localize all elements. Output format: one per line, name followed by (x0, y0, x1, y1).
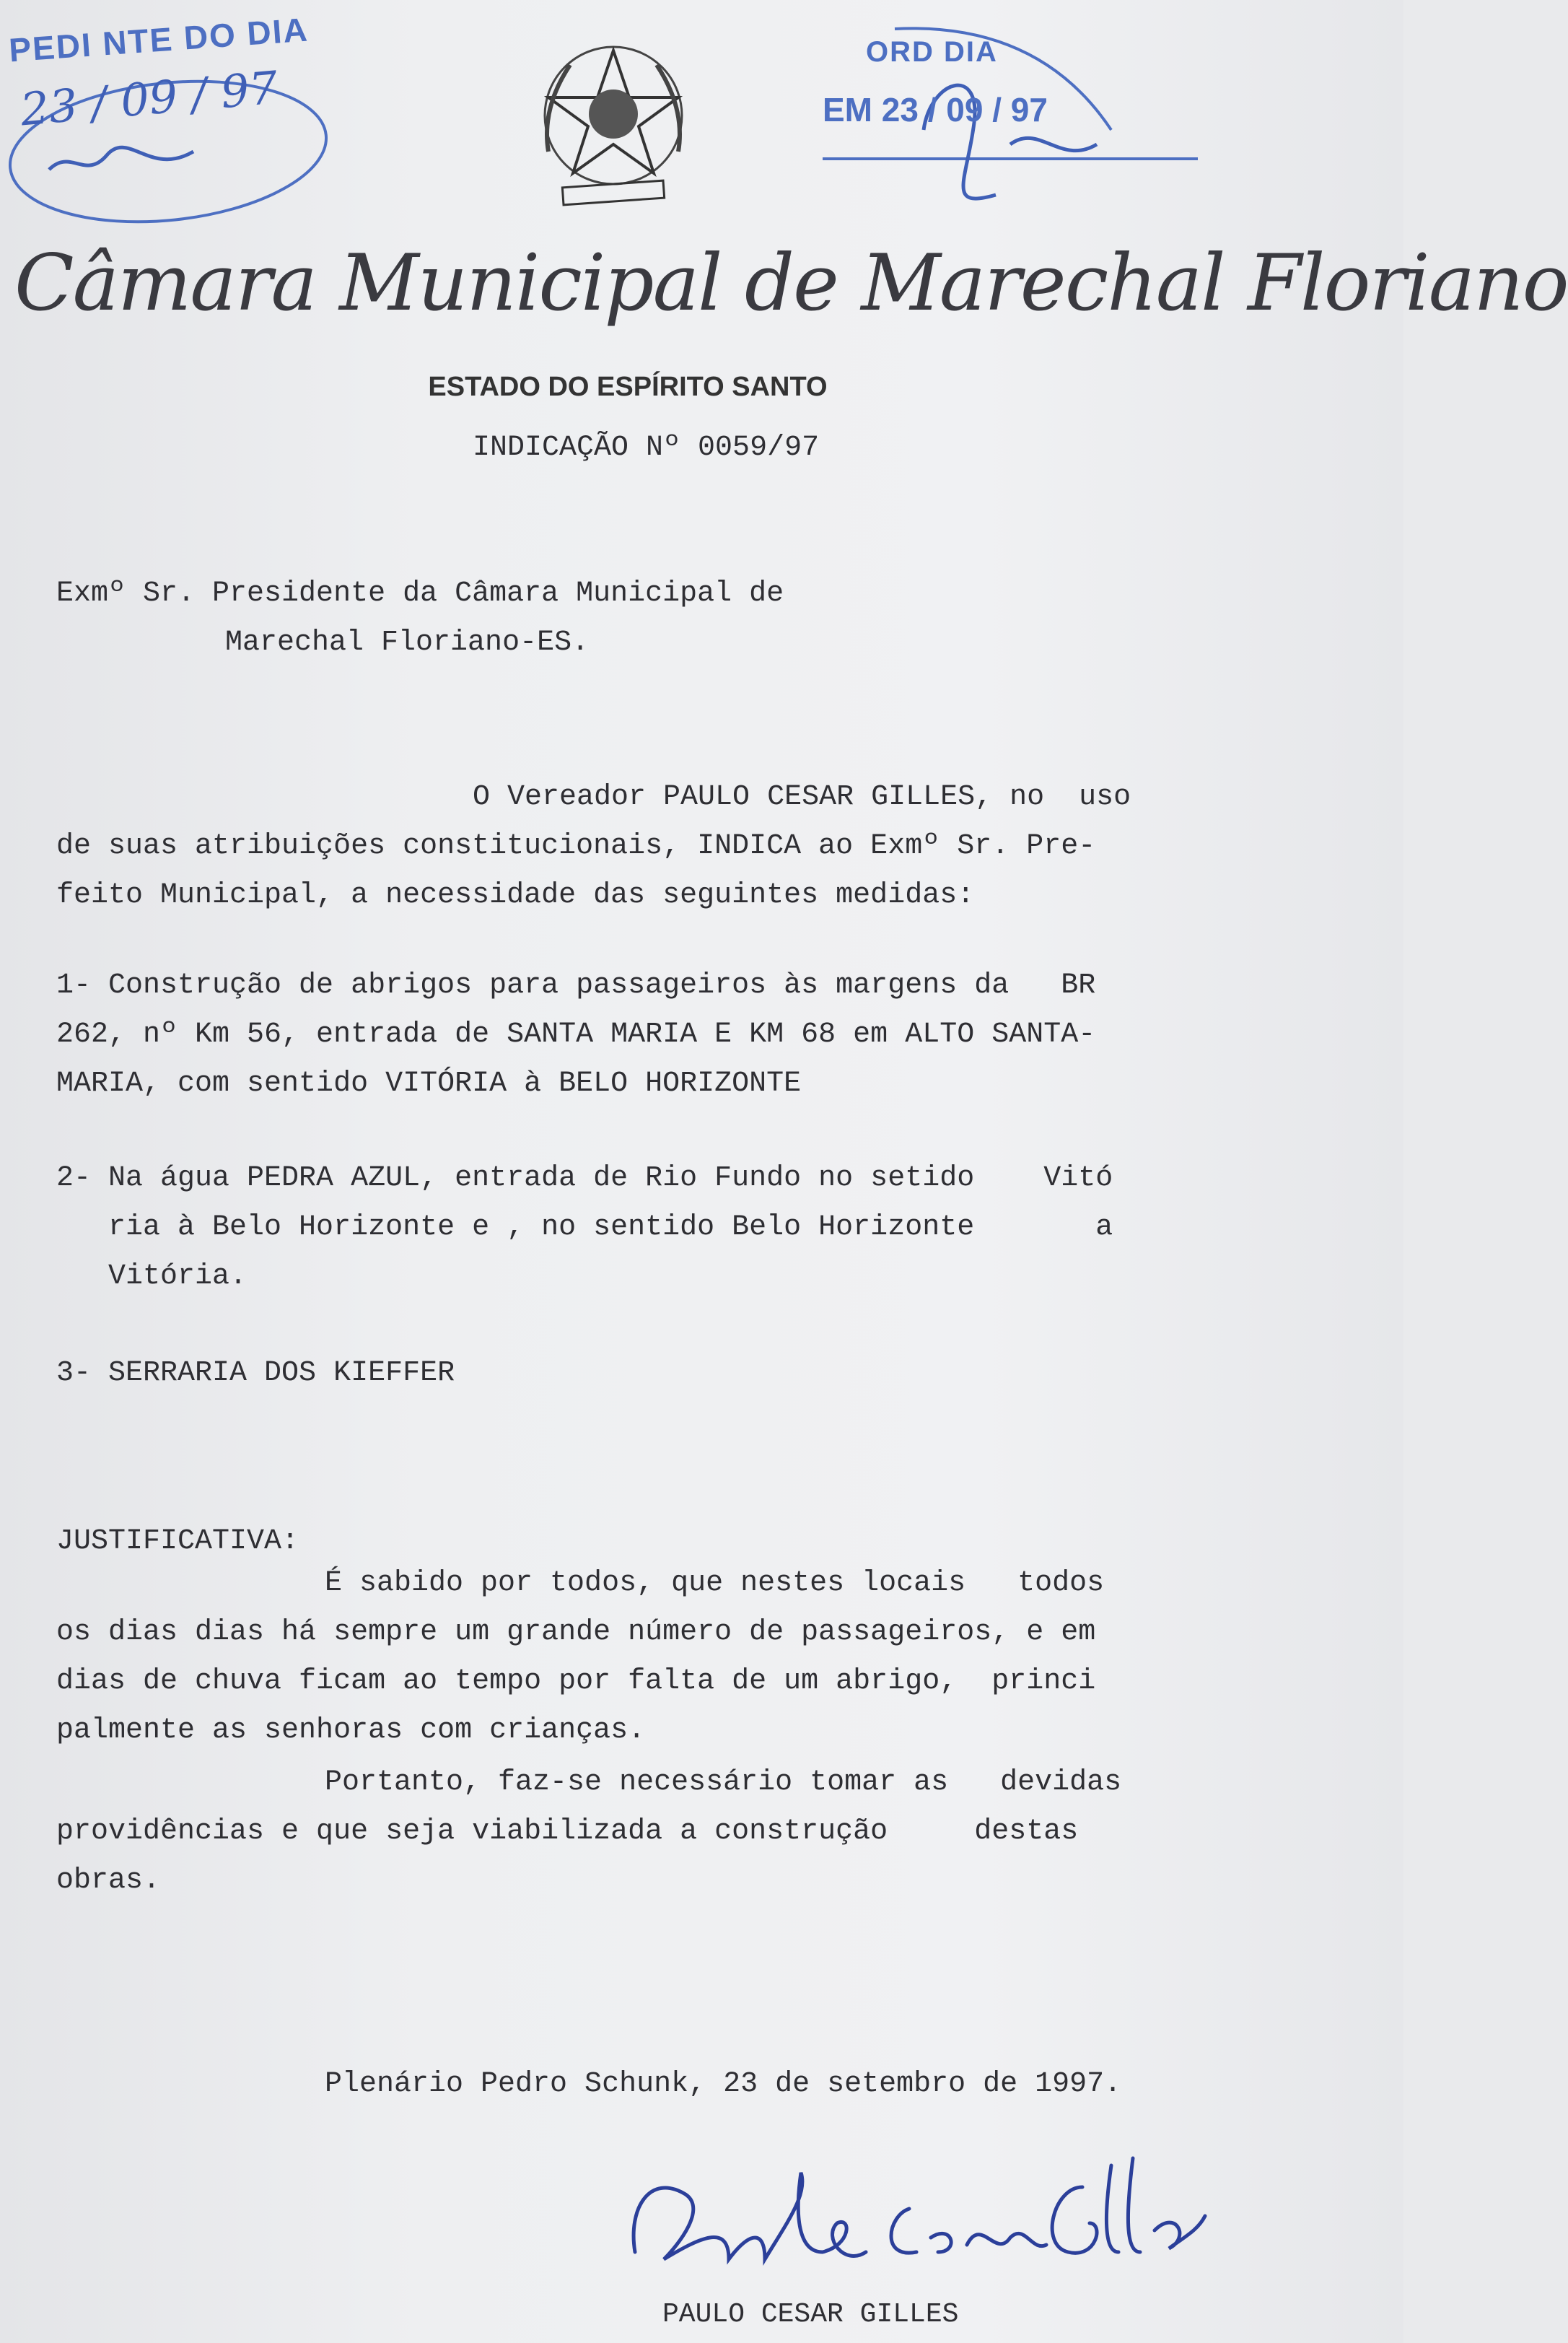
stamp-title: PEDI NTE DO DIA (7, 10, 310, 69)
item-2-line-2: ria à Belo Horizonte e , no sentido Belo Horizonte a (56, 1211, 1113, 1244)
item-1-line-2: 262, nº Km 56, entrada de SANTA MARIA E KM 68 em ALTO SANTA- (56, 1018, 1096, 1051)
letterhead-state: ESTADO DO ESPÍRITO SANTO (428, 372, 828, 402)
signer-name: PAULO CESAR GILLES (662, 2299, 959, 2330)
letterhead-institution: Câmara Municipal de Marechal Floriano (14, 238, 1568, 328)
received-stamp-left (6, 7, 330, 224)
item-2-line-1: 2- Na água PEDRA AZUL, entrada de Rio Fundo no setido Vitó (56, 1162, 1113, 1195)
justification-p1-line-2: os dias dias há sempre um grande número de passageiros, e em (56, 1616, 1096, 1649)
stamp-title: ORD DIA (866, 36, 998, 68)
intro-line-1: O Vereador PAULO CESAR GILLES, no uso (473, 781, 1131, 813)
document-number: INDICAÇÃO Nº 0059/97 (473, 432, 820, 464)
justification-p1-line-1: É sabido por todos, que nestes locais todos (325, 1567, 1105, 1600)
justification-p2-line-1: Portanto, faz-se necessário tomar as devidas (325, 1766, 1122, 1799)
justification-p2-line-2: providências e que seja viabilizada a construção destas (56, 1815, 1079, 1848)
item-1-line-3: MARIA, com sentido VITÓRIA à BELO HORIZONTE (56, 1068, 802, 1100)
justification-heading: JUSTIFICATIVA: (56, 1525, 299, 1558)
stamp-date: EM 23 / 09 / 97 (823, 91, 1048, 128)
justification-p1-line-3: dias de chuva ficam ao tempo por falta de um abrigo, princi (56, 1665, 1096, 1698)
place-and-date: Plenário Pedro Schunk, 23 de setembro de 1997. (325, 2068, 1122, 2100)
stamp-date: 23 / 09 / 97 (18, 61, 280, 136)
justification-p1-line-4: palmente as senhoras com crianças. (56, 1714, 646, 1747)
justification-p2-line-3: obras. (56, 1864, 161, 1897)
item-3-line-1: 3- SERRARIA DOS KIEFFER (56, 1357, 455, 1389)
address-line-2: Marechal Floriano-ES. (225, 627, 590, 659)
received-stamp-right (808, 22, 1212, 238)
intro-line-3: feito Municipal, a necessidade das seguintes medidas: (56, 879, 975, 912)
handwritten-signature (621, 2144, 1212, 2288)
state-coat-of-arms-icon (527, 22, 700, 217)
item-2-line-3: Vitória. (56, 1260, 248, 1293)
intro-line-2: de suas atribuições constitucionais, INDICA ao Exmº Sr. Pre- (56, 830, 1096, 863)
address-line-1: Exmº Sr. Presidente da Câmara Municipal de (56, 577, 784, 610)
item-1-line-1: 1- Construção de abrigos para passageiros às margens da BR (56, 969, 1096, 1002)
